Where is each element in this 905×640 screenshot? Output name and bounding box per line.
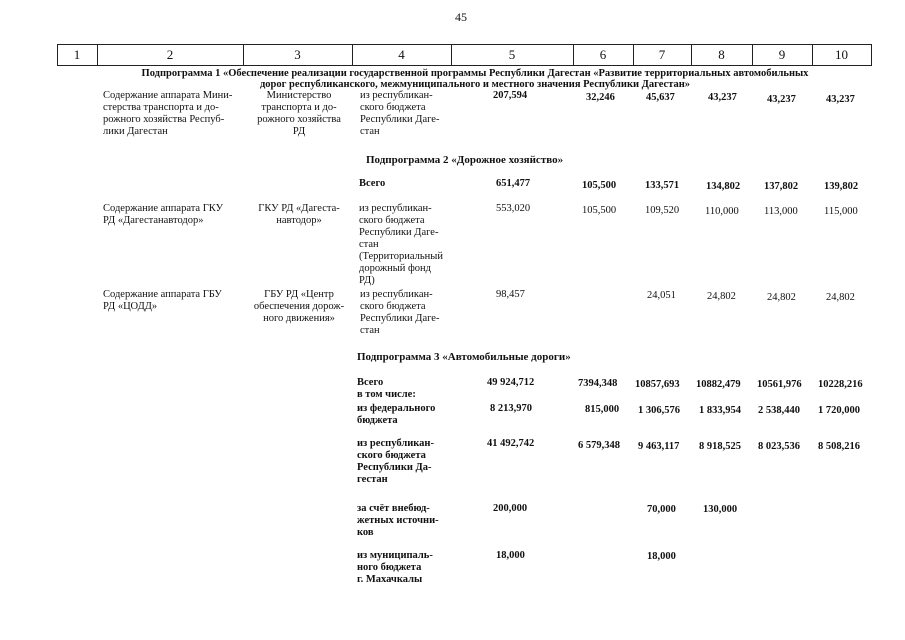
sub2-row1-col6: 105,500 <box>582 205 617 216</box>
sub3-federal-col5: 8 213,970 <box>490 403 532 414</box>
sub3-total-label: Всего в том числе: <box>357 377 416 400</box>
sub2-row1-executor: ГКУ РД «Дагеста- навтодор» <box>258 203 340 226</box>
header-col-7: 7 <box>658 47 666 62</box>
sub3-total-col10: 10228,216 <box>818 379 863 390</box>
sub3-extra-col8: 130,000 <box>703 504 738 515</box>
sub2-row1-col5: 553,020 <box>496 203 531 214</box>
header-col-6: 6 <box>599 47 607 62</box>
sub2-row1-col9: 113,000 <box>764 206 798 217</box>
sub3-extra-col5: 200,000 <box>493 503 528 514</box>
sub3-municipal-col5: 18,000 <box>496 550 525 561</box>
col-divider <box>871 44 872 66</box>
sub3-federal-label: из федерального бюджета <box>357 403 436 426</box>
page-number: 45 <box>455 10 467 24</box>
header-col-5: 5 <box>508 47 516 62</box>
sub2-total-col8: 134,802 <box>706 181 741 192</box>
sub2-row2-col5: 98,457 <box>496 289 525 300</box>
header-top-border <box>57 44 872 45</box>
subprogram-2-title: Подпрограмма 2 «Дорожное хозяйство» <box>366 154 564 166</box>
header-col-3: 3 <box>294 47 301 62</box>
header-col-1: 1 <box>73 47 81 62</box>
sub3-republic-col7: 9 463,117 <box>638 441 680 452</box>
sub2-row2-col10: 24,802 <box>826 292 855 303</box>
sub2-row2-col9: 24,802 <box>767 292 796 303</box>
sub3-federal-col8: 1 833,954 <box>699 405 741 416</box>
sub2-row2-col7: 24,051 <box>647 290 676 301</box>
sub1-row-col7: 45,637 <box>646 92 675 103</box>
sub3-extra-label: за счёт внебюд- жетных источни- ков <box>357 503 439 538</box>
sub2-row2-source: из республикан- ского бюджета Республики Даге- стан <box>360 289 440 336</box>
sub2-total-col5: 651,477 <box>496 178 531 189</box>
sub2-row1-col8: 110,000 <box>705 206 739 217</box>
sub2-total-col10: 139,802 <box>824 181 859 192</box>
sub3-federal-col9: 2 538,440 <box>758 405 800 416</box>
sub2-row1-name: Содержание аппарата ГКУ РД «Дагестанавтодор» <box>103 203 224 226</box>
sub1-row-col8: 43,237 <box>708 92 737 103</box>
sub3-total-col7: 10857,693 <box>635 379 680 390</box>
sub2-total-label: Всего <box>359 178 386 189</box>
sub2-row2-name: Содержание аппарата ГБУ РД «ЦОДД» <box>103 289 222 312</box>
sub3-republic-col9: 8 023,536 <box>758 441 800 452</box>
sub1-row-executor: Министерство транспорта и до- рожного хозяйства РД <box>257 90 341 137</box>
sub2-row2-executor: ГБУ РД «Центр обеспечения дорож- ного движения» <box>253 289 345 324</box>
sub1-row-col6: 32,246 <box>586 92 615 103</box>
sub2-row2-col8: 24,802 <box>707 291 736 302</box>
sub1-row-name: Содержание аппарата Мини- стерства транспорта и до- рожного хозяйства Респуб- лики Дагестан <box>103 90 233 137</box>
sub2-row1-col10: 115,000 <box>824 206 858 217</box>
header-col-2: 2 <box>166 47 174 62</box>
sub3-total-col8: 10882,479 <box>696 379 741 390</box>
sub2-total-col7: 133,571 <box>645 180 680 191</box>
sub3-republic-col10: 8 508,216 <box>818 441 860 452</box>
header-col-4: 4 <box>398 47 405 62</box>
sub2-total-col9: 137,802 <box>764 181 799 192</box>
sub3-republic-col6: 6 579,348 <box>578 440 620 451</box>
header-col-8: 8 <box>718 47 725 62</box>
sub3-municipal-label: из муниципаль- ного бюджета г. Махачкалы <box>357 550 433 585</box>
sub3-republic-label: из республикан- ского бюджета Республики Да- гестан <box>357 438 434 485</box>
header-col-10: 10 <box>835 47 848 62</box>
sub3-federal-col7: 1 306,576 <box>638 405 680 416</box>
sub2-row1-source: из республикан- ского бюджета Республики Даге- стан (Территориальный дорожный фонд РД) <box>359 203 443 286</box>
subprogram-3-title: Подпрограмма 3 «Автомобильные дороги» <box>357 351 571 363</box>
sub3-total-col6: 7394,348 <box>578 378 618 389</box>
subprogram-1-title: Подпрограмма 1 «Обеспечение реализации государственной программы Республики Дагестан «Развитие территориальных автомобильных дорог республиканского, межмуниципального и местного значения Республики Дагестан» <box>141 68 809 90</box>
sub3-republic-col5: 41 492,742 <box>487 438 535 449</box>
sub3-municipal-col7: 18,000 <box>647 551 676 562</box>
header-col-9: 9 <box>778 47 786 62</box>
sub2-row1-col7: 109,520 <box>645 205 680 216</box>
sub1-row-col10: 43,237 <box>826 94 855 105</box>
sub2-total-col6: 105,500 <box>582 180 617 191</box>
header-bottom-border <box>57 65 872 66</box>
sub3-federal-col6: 815,000 <box>585 404 620 415</box>
sub3-total-col5: 49 924,712 <box>487 377 535 388</box>
sub3-federal-col10: 1 720,000 <box>818 405 860 416</box>
sub3-total-col9: 10561,976 <box>757 379 802 390</box>
sub1-row-col9: 43,237 <box>767 94 796 105</box>
sub3-republic-col8: 8 918,525 <box>699 441 741 452</box>
sub3-extra-col7: 70,000 <box>647 504 676 515</box>
sub1-row-col5: 207,594 <box>493 90 528 101</box>
sub1-row-source: из республикан- ского бюджета Республики Даге- стан <box>360 90 440 137</box>
